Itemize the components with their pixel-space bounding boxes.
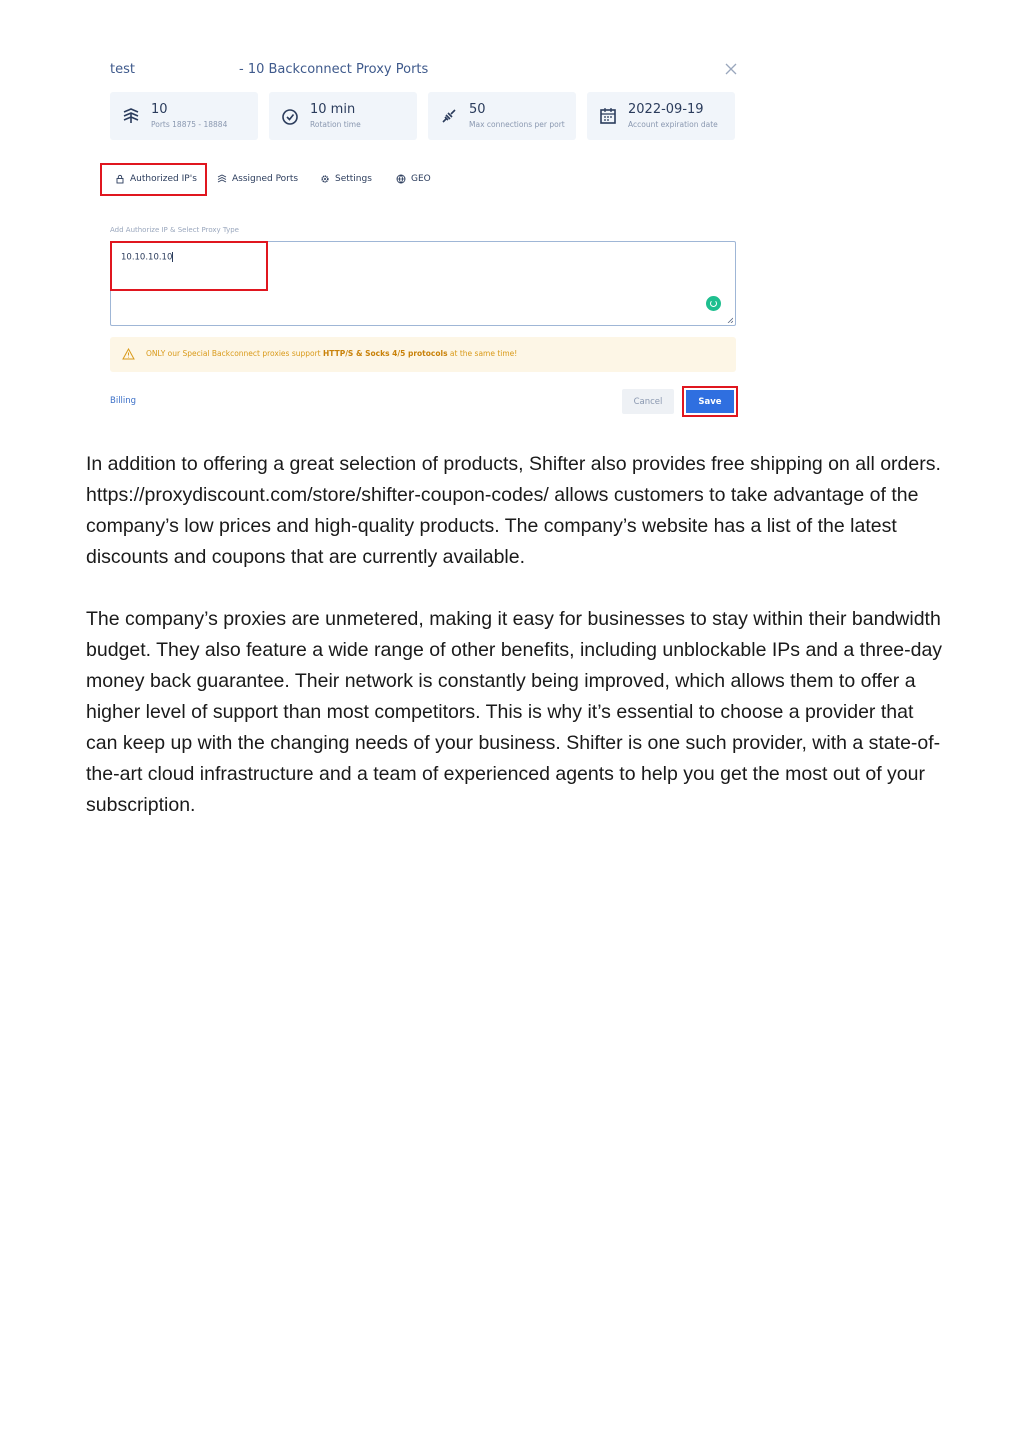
- billing-link[interactable]: Billing: [110, 396, 137, 406]
- stat-rotation: [269, 92, 417, 140]
- account-name: test: [110, 62, 135, 77]
- notice-banner: [110, 337, 736, 372]
- tab-label: Assigned Ports: [232, 174, 299, 184]
- stat-value: 10: [151, 102, 168, 117]
- tab-label: Settings: [335, 174, 372, 184]
- lock-icon: [115, 174, 125, 184]
- close-icon[interactable]: [722, 60, 740, 78]
- stat-subtitle: Account expiration date: [628, 120, 718, 129]
- article-body: [86, 449, 946, 852]
- globe-icon: [396, 174, 406, 184]
- calendar-icon: [598, 106, 618, 126]
- timer-icon: [280, 106, 300, 126]
- resize-grip-icon[interactable]: [727, 317, 733, 323]
- notice-text: [146, 349, 517, 358]
- ip-value-text: 10.10.10.10: [121, 252, 173, 263]
- stat-subtitle: Max connections per port: [469, 120, 565, 129]
- notice-text-bold: HTTP/S & Socks 4/5 protocols: [323, 349, 448, 358]
- stat-subtitle: Rotation time: [310, 120, 361, 129]
- ip-input-highlight: [110, 241, 268, 291]
- cancel-button[interactable]: Cancel: [622, 389, 674, 414]
- save-button[interactable]: Save: [686, 390, 734, 413]
- plug-icon: [439, 106, 459, 126]
- article-paragraph: In addition to offering a great selection of products, Shifter also provides free shipping on all orders. https://proxydiscount.com/store/shifter-coupon-codes/ allows customers to take advantage of the company’s low prices and high-quality products. The company’s website has a list of the latest discounts and coupons that are currently available.: [86, 453, 941, 568]
- ports-icon: [217, 174, 227, 184]
- stat-subtitle: Ports 18875 - 18884: [151, 120, 228, 129]
- modal-header: [110, 62, 740, 82]
- stat-value: 50: [469, 102, 486, 117]
- stat-connections: [428, 92, 576, 140]
- field-label: Add Authorize IP & Select Proxy Type: [110, 226, 239, 234]
- gear-icon: [320, 174, 330, 184]
- article-paragraph: The company’s proxies are unmetered, making it easy for businesses to stay within their bandwidth budget. They also feature a wide range of other benefits, including unblockable IPs and a three-day money back guarantee. Their network is constantly being improved, which allows them to offer a higher level of support than most competitors. This is why it’s essential to choose a provider that can keep up with the changing needs of your business. Shifter is one such provider, with a state-of-the-art cloud infrastructure and a team of experienced agents to help you get the most out of your subscription.: [86, 608, 943, 816]
- tab-bar: [100, 163, 500, 199]
- embedded-screenshot: [87, 45, 761, 437]
- stat-expiration: [587, 92, 735, 140]
- plan-title: - 10 Backconnect Proxy Ports: [239, 62, 429, 77]
- ports-icon: [121, 106, 141, 126]
- stat-value: 10 min: [310, 102, 356, 117]
- save-button-highlight: [682, 386, 738, 417]
- tab-label: Authorized IP's: [130, 174, 197, 184]
- stats-row: [110, 92, 737, 141]
- notice-text-pre: ONLY our Special Backconnect proxies support: [146, 349, 324, 358]
- tab-authorized-ips[interactable]: [115, 174, 197, 184]
- stat-value: 2022-09-19: [628, 102, 704, 117]
- warning-icon: [122, 348, 135, 360]
- notice-text-post: at the same time!: [447, 349, 518, 358]
- tab-geo[interactable]: [396, 174, 431, 184]
- tab-settings[interactable]: [320, 174, 372, 184]
- stat-ports: [110, 92, 258, 140]
- tab-assigned-ports[interactable]: [217, 174, 298, 184]
- status-indicator-icon: [706, 296, 721, 311]
- tab-label: GEO: [411, 174, 431, 184]
